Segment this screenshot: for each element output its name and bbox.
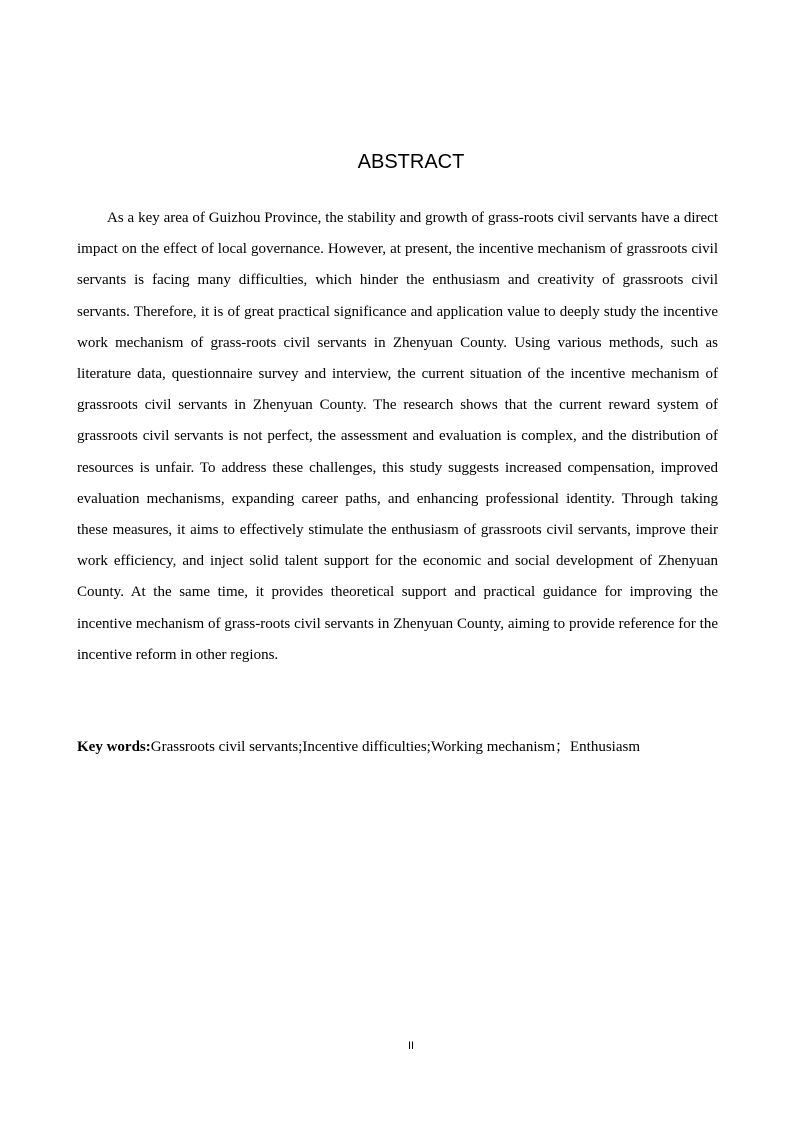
abstract-body: As a key area of Guizhou Province, the stability and growth of grass-roots civil servants have a direct impact on the effect of local governance. However, at present, the incentive mechanism of grassroots civil servants is facing many difficulties, which hinder the enthusiasm and creativity of grassroots civil servants. Therefore, it is of great practical significance and application value to deeply study the incentive work mechanism of grass-roots civil servants in Zhenyuan County. Using various methods, such as literature data, questionnaire survey and interview, the current situation of the incentive mechanism of grassroots civil servants in Zhenyuan County. The research shows that the current reward system of grassroots civil servants is not perfect, the assessment and evaluation is complex, and the distribution of resources is unfair. To address these challenges, this study suggests increased compensation, improved evaluation mechanisms, expanding career paths, and enhancing professional identity. Through taking these measures, it aims to effectively stimulate the enthusiasm of grassroots civil servants, improve their work efficiency, and inject solid talent support for the economic and social development of Zhenyuan County. At the same time, it provides theoretical support and practical guidance for improving the incentive mechanism of grass-roots civil servants in Zhenyuan County, aiming to provide reference for the incentive reform in other regions. <box>77 210 718 663</box>
abstract-title: ABSTRACT <box>357 151 465 173</box>
keywords-label: Key words: <box>77 739 151 755</box>
keywords-text: Grassroots civil servants;Incentive difficulties;Working mechanism；Enthusiasm <box>150 739 641 755</box>
keywords-line <box>77 735 737 759</box>
page-number: II <box>407 1040 415 1052</box>
